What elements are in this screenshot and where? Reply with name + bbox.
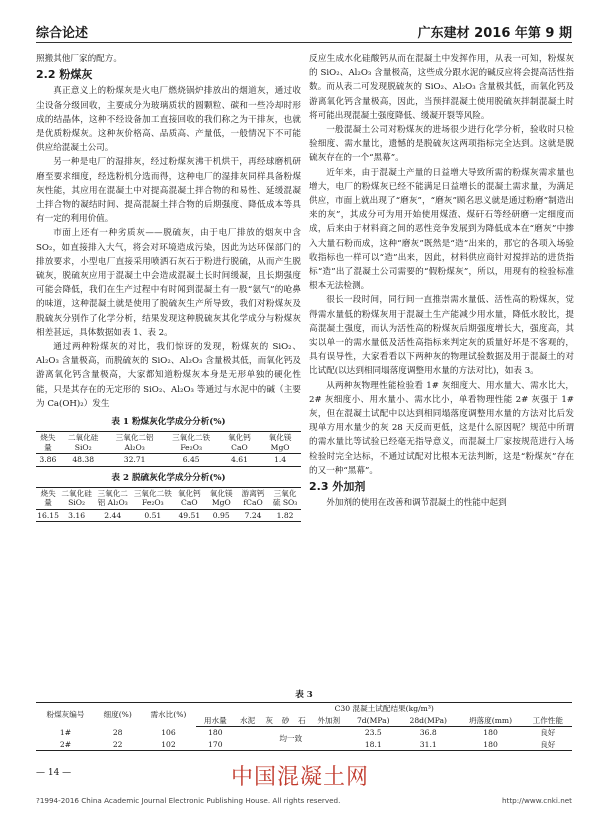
table-header: 石 bbox=[294, 715, 310, 727]
paragraph: 真正意义上的粉煤灰是火电厂燃烧锅炉排放出的烟道灰，通过收尘设备分级回收，主要成分为玻璃质状的圆颗粒、碳和一些冷却时形成的结晶体，这种不经设备加工直接回收的我们称之为干排灰，也就是优质粉煤灰。这种灰价格高、品质高、产量低，一般情况下不可能供应给混凝土公司。 bbox=[36, 86, 301, 154]
table-header: 三氧化硫 SO₃ bbox=[269, 487, 301, 509]
copyright-footer bbox=[36, 796, 572, 805]
table-cell: 1.82 bbox=[269, 509, 301, 522]
table-header: 用水量 bbox=[196, 715, 234, 727]
table-header: 灰 bbox=[261, 715, 277, 727]
table-cell: 0.51 bbox=[132, 509, 173, 522]
table-header: 7d(MPa) bbox=[348, 715, 400, 727]
table3-caption: 表 3 bbox=[295, 690, 313, 700]
table-header: 粉煤灰编号 bbox=[46, 710, 85, 719]
paragraph: 通过两种粉煤灰的对比，我们惊讶的发现，粉煤灰的 SiO₂、Al₂O₃ 含量极高，而脱硫灰的 SiO₂、Al₂O₃ 含量极其低，而氧化钙及游离氧化钙含量极高，大家都知道粉煤灰本身是无形单独的硬化性能，只是其存在的无定形的 SiO₂、Al₂O₃ 等通过与水泥中的碱（主要为 Ca(OH)₂）发生 bbox=[36, 342, 301, 409]
paragraph: 照搬其他厂家的配方。 bbox=[36, 54, 122, 64]
table-header: 28d(MPa) bbox=[399, 715, 457, 727]
table-cell: 7.24 bbox=[237, 509, 269, 522]
table-cell: 1.4 bbox=[259, 454, 301, 467]
paragraph: 近年来，由于混凝土产量的日益增大导致所需的粉煤灰需求量也增大，电厂的粉煤灰已经不能满足日益增长的混凝土需求量，为满足供应，市面上就出现了“磨灰”，“磨灰”顾名思义就是通过粉磨“制造出来的灰”，其成分可为用开始使用煤渣、煤矸石等经研磨一定细度而成，后来由于材料商之间的恶性竞争发展到为降低成本在“磨灰”中掺入大量石粉而成，这种“磨灰”既然是“造”出来的，那它的各项入场验收指标也一样可以“造”出来，因此，材料供应商针对搅拌站的进货指标“造”出了混凝土公司需要的“假粉煤灰”，所以，用现有的检验标准根本无法检测。 bbox=[309, 167, 574, 292]
watermark-text: 中国混凝土网 bbox=[230, 765, 369, 790]
table-cell: 16.15 bbox=[37, 510, 59, 520]
table-cell: 23.5 bbox=[364, 728, 382, 737]
table-cell: 良好 bbox=[540, 728, 556, 737]
header-rule bbox=[36, 42, 572, 43]
table-cell: 180 bbox=[483, 739, 498, 749]
table-cell: 180 bbox=[483, 728, 498, 737]
table-header: 工作性能 bbox=[524, 715, 572, 727]
table-header: 氧化镁 MgO bbox=[205, 487, 237, 509]
table-header: 三氧化二铝 Al₂O₃ bbox=[93, 487, 132, 509]
footer-url[interactable]: http://www.cnki.net bbox=[501, 796, 572, 805]
paragraph: 反应生成水化硅酸钙从而在混凝土中发挥作用，从表一可知，粉煤灰的 SiO₂、Al₂O₃ 含量极高，这些成分跟水泥的碱反应将会提高活性指数。而从表二可发现脱硫灰的 SiO₂、Al₂O₃ 含量极其低，而氧化钙及游离氧化钙含量极高，因此，当预拌混凝土使用脱硫灰拌制混凝土时将可能出现混凝土强度降低、缓凝开裂等风险。 bbox=[309, 54, 574, 121]
table-cell: 106 bbox=[161, 727, 176, 737]
table3 bbox=[36, 702, 572, 751]
section-heading: 2.2 粉煤灰 bbox=[36, 68, 93, 82]
table-cell: 170 bbox=[208, 739, 223, 749]
table-header: 二氧化硅 SiO₂ bbox=[60, 432, 107, 454]
table-header: 氧化镁 MgO bbox=[259, 432, 301, 454]
table-header: 砂 bbox=[277, 715, 293, 727]
table-group-header: C30 混凝土试配结果(kg/m³) bbox=[334, 704, 434, 713]
table-header: 三氧化二铁 Fe₂O₃ bbox=[163, 432, 220, 454]
table-cell: 31.1 bbox=[419, 739, 437, 749]
paragraph: 很长一段时间，同行间一直推崇需水量低、活性高的粉煤灰，觉得需水量低的粉煤灰用于混凝土生产能减少用水量，降低水胶比，提高混凝土强度，而认为活性高的粉煤灰后期强度增长大，强度高，其实以单一的需水量低及活性高指标来判定灰的质量好坏是不客观的，具有误导性，大家看看以下两种灰的物理试验数据及用于混凝土的对比试配(以达到相同塌落度调整用水量的方法对比)，如表 3。 bbox=[309, 295, 574, 377]
table-header: 水泥 bbox=[234, 715, 261, 727]
table-header: 氧化钙 CaO bbox=[173, 487, 205, 509]
table-header: 二氧化硅 SiO₂ bbox=[61, 488, 92, 508]
table2-caption: 表 2 脱硫灰化学成分分析(%) bbox=[111, 472, 226, 483]
table-cell: 36.8 bbox=[419, 728, 437, 737]
paragraph: 另一种是电厂的湿排灰，经过粉煤灰沸干机烘干，再经球磨机研磨至要求细度，经选粉机分选而得，这种电厂的湿排灰同样具备粉煤灰性能，其应用在混凝土中对提高混凝土拌合物的和易性、延缓混凝土拌合物的凝结时间、提高混凝土拌合物的后期强度、降低成本等具有一定的利用价值。 bbox=[36, 157, 301, 225]
journal-issue: 广东建材 2016 年第 9 期 bbox=[417, 26, 572, 41]
left-column bbox=[36, 52, 301, 522]
right-column bbox=[309, 52, 574, 511]
table-cell: 102 bbox=[161, 739, 176, 749]
table-header: 细度(%) bbox=[103, 710, 132, 719]
table-cell: 22 bbox=[112, 739, 123, 749]
table-cell: 49.51 bbox=[173, 509, 205, 522]
table-cell: 2.44 bbox=[93, 509, 132, 522]
section-heading: 2.3 外加剂 bbox=[309, 480, 366, 494]
table-cell: 0.95 bbox=[205, 509, 237, 522]
paragraph: 一般混凝土公司对粉煤灰的进场很少进行化学分析，验收时只检验细度、需水量比，遗憾的是脱硫灰这两项指标完全达到。这就是脱硫灰存在的一个“黑幕”。 bbox=[309, 125, 574, 164]
table-cell: 1# bbox=[59, 727, 72, 737]
table-cell: 28 bbox=[112, 727, 123, 737]
table-row bbox=[36, 454, 301, 467]
table-merged-cell: 均一致 bbox=[279, 733, 303, 743]
paragraph: 市面上还有一种劣质灰——脱硫灰，由于电厂排放的烟灰中含 SO₂，如直接排入大气，将会对环境造成污染，因此为达环保部门的排放要求，小型电厂直接采用喷洒石灰石于粉进行脱硫，从而产生脱硫灰，脱硫灰应用于混凝土中会造成混凝土长时间缓凝，且长期强度可能会降低，我们在生产过程中有时闻到混凝土有一股“氨气”的呛鼻的味道，这种混凝土就是使用了脱硫灰生产所导致，我们对粉煤灰及脱硫灰分别作了化学分析，结果发现这种脱硫灰其化学成分与粉煤灰相差甚远，具体数据如表 1、表 2。 bbox=[36, 228, 301, 338]
section-label: 综合论述 bbox=[36, 26, 89, 41]
table-cell: 48.38 bbox=[60, 454, 107, 467]
table-row bbox=[36, 727, 572, 739]
table-header: 三氧化二铝 Al₂O₃ bbox=[107, 432, 163, 454]
table-cell: 2# bbox=[59, 739, 72, 749]
paragraph: 外加剂的使用在改善和调节混凝土的性能中起到 bbox=[326, 498, 507, 509]
table-cell: 3.86 bbox=[36, 454, 60, 467]
table-header: 游离钙 fCaO bbox=[237, 487, 269, 509]
table-cell: 180 bbox=[208, 728, 223, 737]
table-header: 三氧化二铁 Fe₂O₃ bbox=[133, 488, 172, 508]
table-cell: 3.16 bbox=[60, 509, 93, 522]
page-header bbox=[36, 14, 572, 42]
table-cell: 4.61 bbox=[220, 454, 260, 467]
table-header: 坍落度(mm) bbox=[457, 715, 523, 727]
table3-block bbox=[36, 688, 572, 751]
paragraph: 从两种灰物理性能检验看 1# 灰细度大、用水量大、需水比大，2# 灰细度小、用水量小、需水比小，单看物理性能 2# 灰强于 1# 灰，但在混凝土试配中以达到相同塌落度调整用水量的方法对比后发现单方用水量少的灰 28 天反而更低，这是什么原因呢？规范中所谓的需水量比等试验已经毫无指导意义，而混凝土厂家按规范进行入场检验时完全达标，不通过试配对比根本无法判断，这是“粉煤灰”存在的又一种“黑幕”。 bbox=[309, 380, 574, 476]
table-header: 烧失量 bbox=[36, 432, 60, 454]
table-cell: 6.45 bbox=[163, 454, 220, 467]
table-cell: 良好 bbox=[540, 739, 556, 749]
table-cell: 18.1 bbox=[364, 739, 382, 749]
table-header: 氧化钙 CaO bbox=[220, 432, 260, 454]
table-header: 烧失量 bbox=[36, 487, 60, 509]
table-row bbox=[36, 509, 301, 522]
table1 bbox=[36, 431, 301, 467]
table-cell: 32.71 bbox=[107, 454, 163, 467]
table-header: 需水比(%) bbox=[150, 710, 187, 719]
table-header: 外加剂 bbox=[310, 715, 348, 727]
page-number: — 14 — bbox=[36, 768, 72, 778]
table2 bbox=[36, 487, 301, 523]
copyright-text: ?1994-2016 China Academic Journal Electronic Publishing House. All rights reserved. bbox=[36, 796, 341, 805]
table1-caption: 表 1 粉煤灰化学成分分析(%) bbox=[111, 417, 226, 428]
